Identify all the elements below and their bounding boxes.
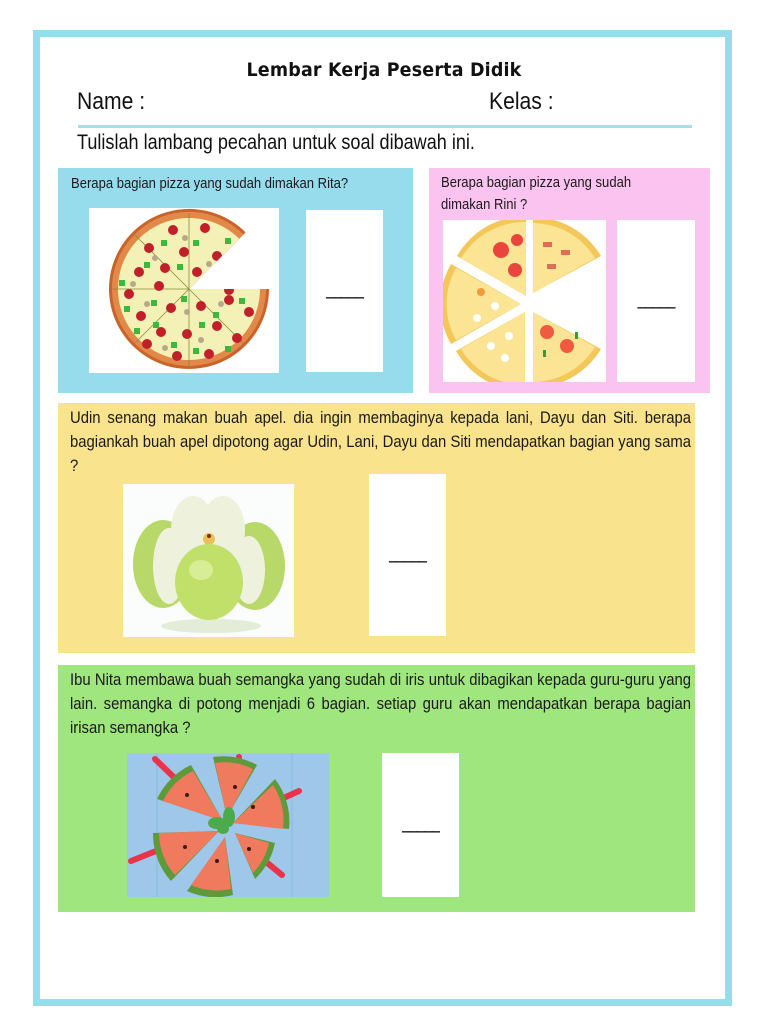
question-panel-semangka (58, 665, 695, 912)
answer-blank: _____ (401, 817, 440, 833)
watermelon-icon (127, 753, 329, 897)
question-panel-pizza-rini (429, 168, 710, 393)
instruction-text: Tulislah lambang pecahan untuk soal dibawah ini. (77, 131, 475, 154)
pizza-slices-icon (443, 220, 606, 382)
name-line-divider (78, 125, 692, 128)
answer-box[interactable] (617, 220, 695, 382)
watermelon-image (127, 753, 329, 897)
question-text: Udin senang makan buah apel. dia ingin membaginya kepada lani, Dayu dan Siti. berapa bagiankah buah apel dipotong agar Udin, Lani, Dayu dan Siti mendapatkan bagian yang sama ? (70, 409, 691, 475)
answer-blank: _____ (637, 293, 675, 309)
kelas-label: Kelas : (489, 88, 554, 115)
pizza-6-slices-image (443, 220, 606, 382)
apple-image (123, 484, 294, 637)
question-text: Ibu Nita membawa buah semangka yang sudah di iris untuk dibagikan kepada guru-guru yang lain. semangka di potong menjadi 6 bagian. setiap guru akan mendapatkan berapa bagian irisan semangka ? (70, 671, 691, 737)
question-panel-pizza-rita (58, 168, 413, 393)
answer-blank: _____ (388, 547, 427, 563)
question-text: Berapa bagian pizza yang sudah dimakan Rita? (71, 176, 349, 192)
name-label: Name : (77, 88, 146, 115)
pizza-8-slices-image (89, 208, 279, 373)
answer-box[interactable] (369, 474, 446, 636)
question-text: Berapa bagian pizza yang sudah dimakan Rini ? (441, 175, 632, 213)
pizza-icon (89, 208, 279, 373)
answer-blank: _____ (325, 283, 364, 299)
apple-icon (123, 484, 294, 637)
worksheet-title: Lembar Kerja Peserta Didik (246, 59, 522, 81)
answer-box[interactable] (306, 210, 383, 372)
question-panel-apel (58, 403, 695, 653)
answer-box[interactable] (382, 753, 459, 897)
